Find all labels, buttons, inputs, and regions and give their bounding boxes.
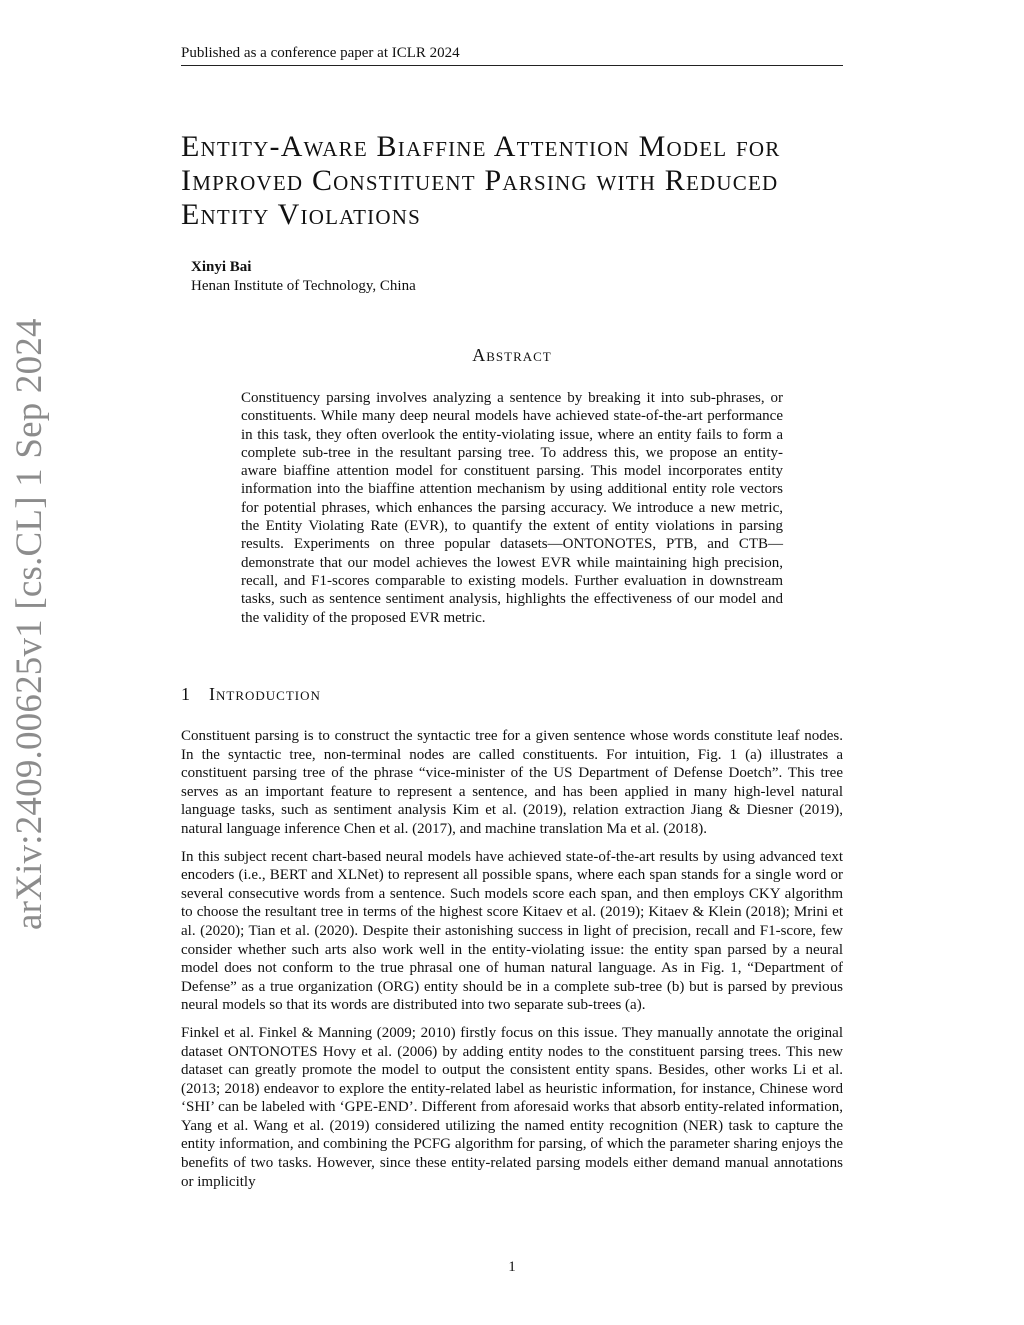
paragraph: Constituent parsing is to construct the syntactic tree for a given sentence whose words constitute leaf nodes. In the syntactic tree, non-terminal nodes are called constituents. For intuition, Fig. 1 (a) illustrates a constituent parsing tree of the phrase “vice-minister of the US Department of Defense Doetch”. This tree serves as an important feature to represent a sentence, and has been applied in many high-level natural language tasks, such as sentiment analysis Kim et al. (2019), relation extraction Jiang & Diesner (2019), natural language inference Chen et al. (2017), and machine translation Ma et al. (2018).	[181, 728, 843, 837]
author-name: Xinyi Bai	[191, 259, 252, 275]
introduction-body	[181, 727, 843, 1200]
author-block	[191, 258, 416, 296]
section-heading	[181, 684, 321, 705]
section-title: Introduction	[209, 684, 321, 704]
abstract-heading: Abstract	[472, 345, 552, 365]
paper-title: Entity-Aware Biaffine Attention Model for Improved Constituent Parsing with Reduced Entity Violations	[181, 130, 781, 231]
paragraph: Finkel et al. Finkel & Manning (2009; 2010) firstly focus on this issue. They manually annotate the original dataset ONTONOTES Hovy et al. (2006) by adding entity nodes to the constituent parsing trees. This new dataset can greatly promote the model to output the consistent entity spans. Besides, other works Li et al. (2013; 2018) endeavor to explore the entity-related label as heuristic information, for instance, Chinese word ‘SHI’ can be labeled with ‘GPE-END’. Different from aforesaid works that absorb entity-related information, Yang et al. Wang et al. (2019) considered utilizing the named entity recognition (NER) task to capture the entity information, and combining the PCFG algorithm for parsing, of which the parameter sharing enjoys the benefits of two tasks. However, since these entity-related parsing models either demand manual annotations or implicitly	[181, 1024, 843, 1190]
arxiv-identifier-stamp: arXiv:2409.00625v1 [cs.CL] 1 Sep 2024	[9, 318, 50, 930]
section-number: 1	[181, 684, 191, 704]
running-header	[181, 44, 843, 66]
page-number: 1	[508, 1259, 516, 1275]
author-affiliation: Henan Institute of Technology, China	[191, 278, 416, 294]
paragraph: In this subject recent chart-based neural models have achieved state-of-the-art results by using advanced text encoders (i.e., BERT and XLNet) to represent all possible spans, where each span stands for a single word or several consecutive words from a sentence. Such models score each span, and then employs CKY algorithm to choose the resultant tree in terms of the highest score Kitaev et al. (2019); Kitaev & Klein (2018); Mrini et al. (2020); Tian et al. (2020). Despite their astonishing success in light of precision, recall and F1-score, few consider whether such arts also work well in the entity-violating issue: the entity span parsed by a neural model does not conform to the true phrasal one of human natural language. As in Fig. 1, “Department of Defense” as a true organization (ORG) entity should be in a complete sub-tree (b) but is parsed by previous neural models so that its words are distributed into two separate sub-trees (a).	[181, 848, 843, 1014]
abstract-text: Constituency parsing involves analyzing a sentence by breaking it into sub-phrases, or constituents. While many deep neural models have achieved state-of-the-art performance in this task, they often overlook the entity-violating issue, where an entity fails to form a complete sub-tree in the resultant parsing tree. To address this, we propose an entity-aware biaffine attention model for constituent parsing. This model incorporates entity information into the biaffine attention mechanism by using additional entity role vectors for potential phrases, which enhances the parsing accuracy. We introduce a new metric, the Entity Violating Rate (EVR), to quantify the extent of entity violations in parsing results. Experiments on three popular datasets—ONTONOTES, PTB, and CTB—demonstrate that our model achieves the lowest EVR while maintaining high precision, recall, and F1-scores comparable to existing models. Further evaluation in downstream tasks, such as sentence sentiment analysis, highlights the effectiveness of our model and the validity of the proposed EVR metric.	[241, 390, 783, 626]
header-text: Published as a conference paper at ICLR 2024	[181, 45, 460, 61]
